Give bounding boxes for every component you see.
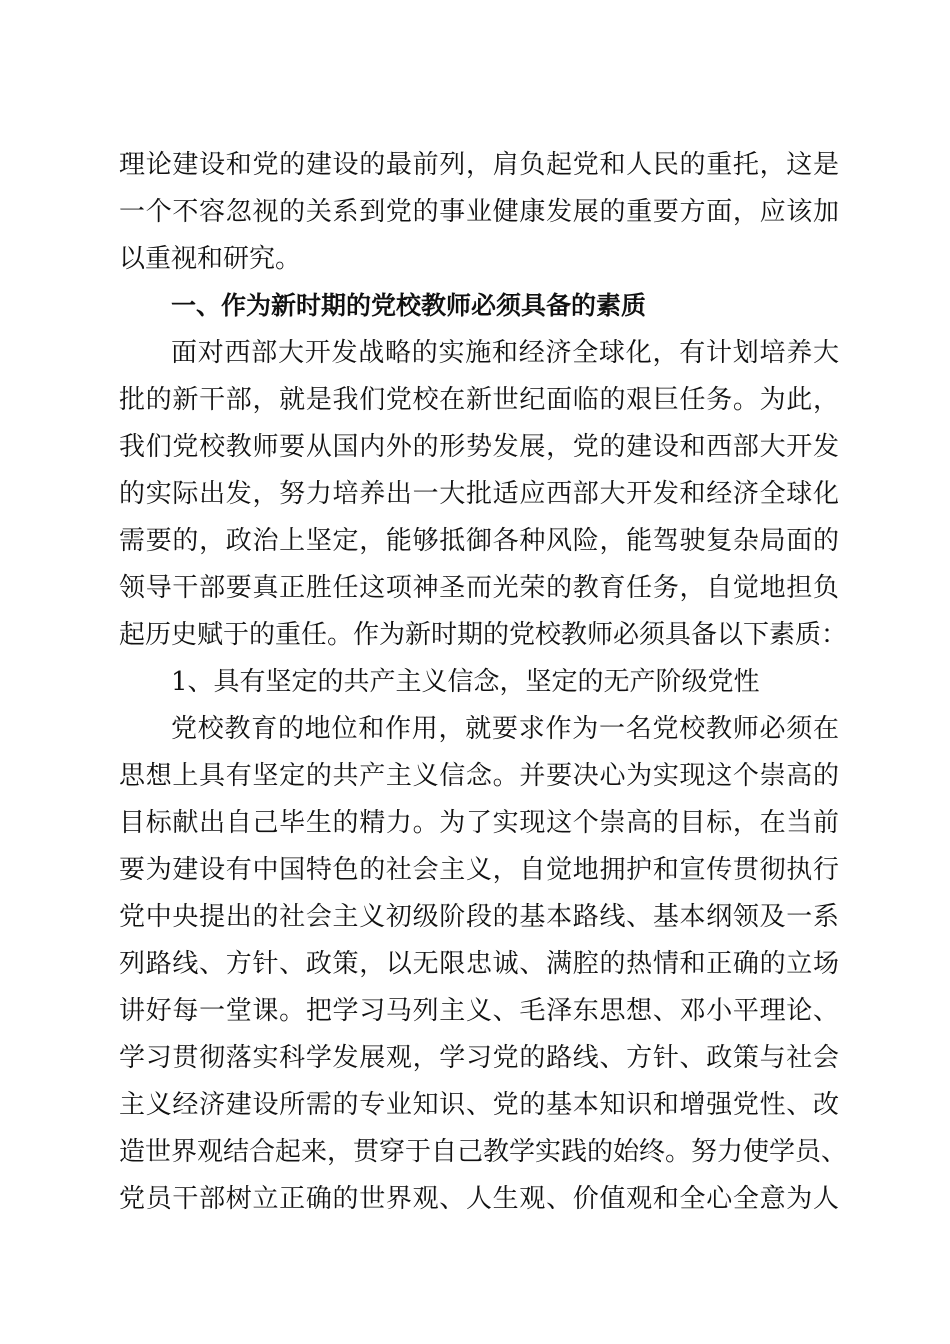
paragraph-line: 讲好每一堂课。把学习马列主义、毛泽东思想、邓小平理论、	[119, 996, 839, 1026]
paragraph-line: 以重视和研究。	[119, 244, 302, 274]
paragraph-line: 党校教育的地位和作用，就要求作为一名党校教师必须在	[171, 714, 839, 744]
paragraph-line: 需要的，政治上坚定，能够抵御各种风险，能驾驶复杂局面的	[119, 526, 839, 556]
paragraph-line: 我们党校教师要从国内外的形势发展，党的建设和西部大开发	[119, 432, 839, 462]
paragraph-line: 列路线、方针、政策，以无限忠诚、满腔的热情和正确的立场	[119, 949, 839, 979]
section-heading: 一、作为新时期的党校教师必须具备的素质	[171, 291, 647, 320]
paragraph-line: 一个不容忽视的关系到党的事业健康发展的重要方面，应该加	[119, 197, 839, 227]
paragraph-line: 的实际出发，努力培养出一大批适应西部大开发和经济全球化	[119, 479, 839, 509]
paragraph-line: 思想上具有坚定的共产主义信念。并要决心为实现这个崇高的	[119, 761, 839, 791]
paragraph-line: 要为建设有中国特色的社会主义，自觉地拥护和宣传贯彻执行	[119, 855, 839, 885]
paragraph-line: 造世界观结合起来，贯穿于自己教学实践的始终。努力使学员、	[119, 1137, 848, 1167]
paragraph-line: 批的新干部，就是我们党校在新世纪面临的艰巨任务。为此，	[119, 385, 839, 415]
paragraph-line: 领导干部要真正胜任这项神圣而光荣的教育任务，自觉地担负	[119, 573, 839, 603]
paragraph-line: 主义经济建设所需的专业知识、党的基本知识和增强党性、改	[119, 1090, 839, 1120]
paragraph-line: 党中央提出的社会主义初级阶段的基本路线、基本纲领及一系	[119, 902, 839, 932]
paragraph-line: 面对西部大开发战略的实施和经济全球化，有计划培养大	[171, 338, 839, 368]
paragraph-line: 学习贯彻落实科学发展观，学习党的路线、方针、政策与社会	[119, 1043, 839, 1073]
paragraph-line: 理论建设和党的建设的最前列，肩负起党和人民的重托，这是	[119, 150, 839, 180]
paragraph-line: 起历史赋于的重任。作为新时期的党校教师必须具备以下素质：	[119, 620, 848, 650]
paragraph-line: 党员干部树立正确的世界观、人生观、价值观和全心全意为人	[119, 1184, 839, 1214]
subsection-heading: 1、具有坚定的共产主义信念，坚定的无产阶级党性	[171, 667, 760, 697]
paragraph-line: 目标献出自己毕生的精力。为了实现这个崇高的目标，在当前	[119, 808, 839, 838]
